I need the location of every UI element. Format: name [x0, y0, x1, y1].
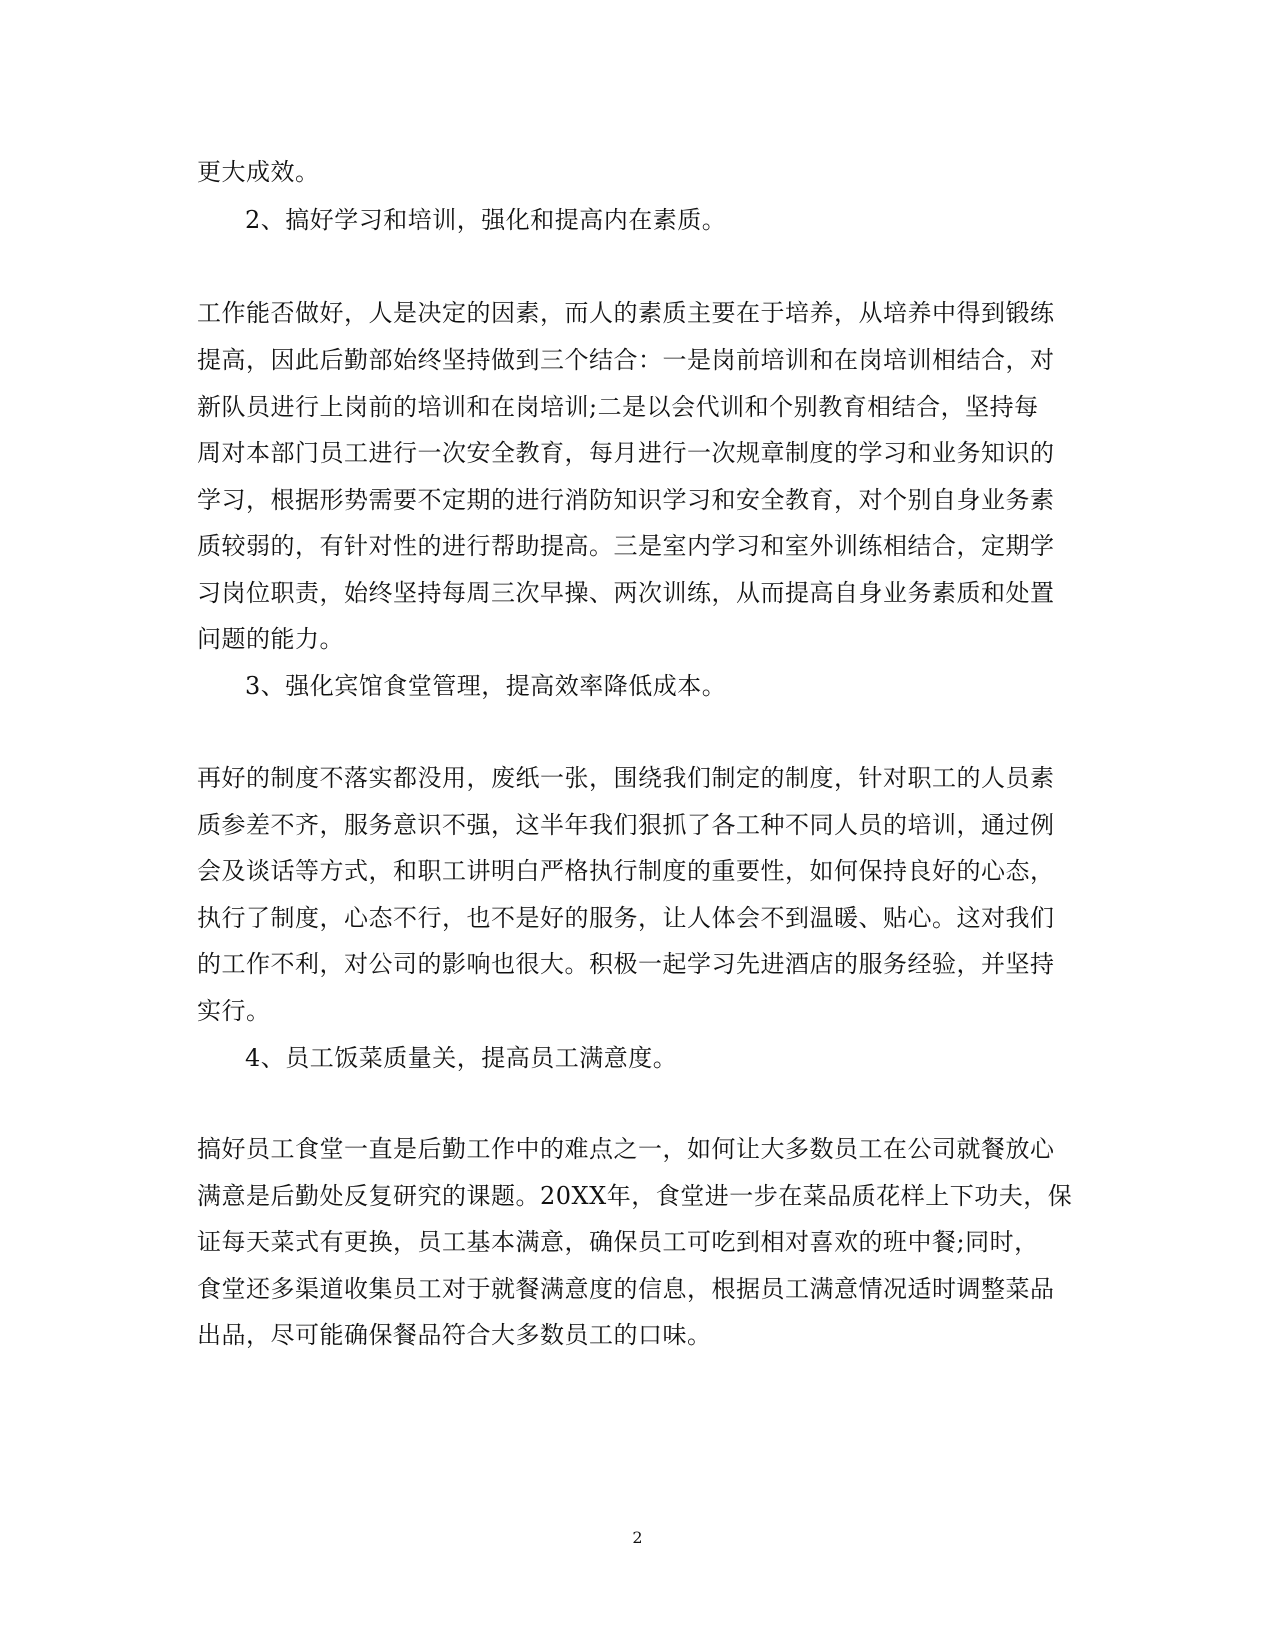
paragraph-line: 证每天菜式有更换，员工基本满意，确保员工可吃到相对喜欢的班中餐;同时，: [197, 1228, 1039, 1256]
paragraph-line: 再好的制度不落实都没用，废纸一张，围绕我们制定的制度，针对职工的人员素: [197, 764, 1055, 792]
paragraph-line: 学习，根据形势需要不定期的进行消防知识学习和安全教育，对个别自身业务素: [197, 486, 1055, 514]
paragraph-line: 满意是后勤处反复研究的课题。20XX年，食堂进一步在菜品质花样上下功夫，保: [197, 1182, 1073, 1210]
paragraph-line: 工作能否做好，人是决定的因素，而人的素质主要在于培养，从培养中得到锻练: [197, 299, 1055, 327]
section-heading: 2、搞好学习和培训，强化和提高内在素质。: [245, 206, 727, 234]
paragraph-line: 质参差不齐，服务意识不强，这半年我们狠抓了各工种不同人员的培训，通过例: [197, 811, 1055, 839]
section-heading: 3、强化宾馆食堂管理，提高效率降低成本。: [245, 672, 727, 700]
section-heading: 4、员工饭菜质量关，提高员工满意度。: [245, 1044, 678, 1072]
paragraph-line: 出品，尽可能确保餐品符合大多数员工的口味。: [197, 1321, 712, 1349]
paragraph-line: 食堂还多渠道收集员工对于就餐满意度的信息，根据员工满意情况适时调整菜品: [197, 1275, 1055, 1303]
paragraph-line: 质较弱的，有针对性的进行帮助提高。三是室内学习和室外训练相结合，定期学: [197, 532, 1055, 560]
paragraph-line: 会及谈话等方式，和职工讲明白严格执行制度的重要性，如何保持良好的心态，: [197, 857, 1055, 885]
paragraph-line: 提高，因此后勤部始终坚持做到三个结合：一是岗前培训和在岗培训相结合，对: [197, 346, 1055, 374]
paragraph-line: 执行了制度，心态不行，也不是好的服务，让人体会不到温暖、贴心。这对我们: [197, 904, 1055, 932]
paragraph-line: 实行。: [197, 997, 271, 1025]
paragraph-line: 习岗位职责，始终坚持每周三次早操、两次训练，从而提高自身业务素质和处置: [197, 579, 1055, 607]
paragraph-line: 的工作不利，对公司的影响也很大。积极一起学习先进酒店的服务经验，并坚持: [197, 950, 1055, 978]
paragraph-line: 问题的能力。: [197, 625, 344, 653]
paragraph-line: 更大成效。: [197, 158, 320, 186]
paragraph-line: 周对本部门员工进行一次安全教育，每月进行一次规章制度的学习和业务知识的: [197, 439, 1055, 467]
paragraph-line: 搞好员工食堂一直是后勤工作中的难点之一，如何让大多数员工在公司就餐放心: [197, 1135, 1055, 1163]
paragraph-line: 新队员进行上岗前的培训和在岗培训;二是以会代训和个别教育相结合，坚持每: [197, 393, 1039, 421]
page-number: 2: [632, 1528, 643, 1547]
